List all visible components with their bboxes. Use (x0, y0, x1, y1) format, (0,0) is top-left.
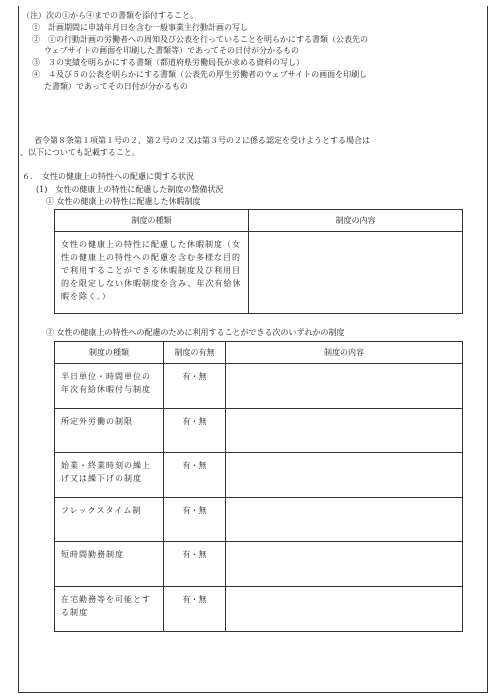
table-header-system-content: 制度の内容 (226, 342, 463, 364)
availability-choice[interactable]: 有・無 (182, 550, 207, 559)
availability-choice[interactable]: 有・無 (182, 417, 207, 426)
note-item: ④ ４及び５の公表を明らかにする書類（公表先の厚生労働者のウェブサイトの画面を印刷し (32, 70, 368, 79)
table-header-system-type: 制度の種類 (55, 210, 249, 232)
table-row (55, 453, 463, 498)
table-cell-system-type (55, 587, 164, 632)
system-name: 所定外労働の制限 (61, 417, 133, 426)
table-cell-system-type (55, 232, 249, 314)
table-cell-system-type (55, 364, 164, 409)
table-row (55, 498, 463, 542)
paragraph-line: 省令第８条第１項第１号の２、第２号の２又は第３号の２に係る認定を受けようとする場合は (34, 136, 370, 145)
availability-choice[interactable]: 有・無 (182, 372, 207, 381)
table-cell-availability (164, 409, 226, 453)
table-cell-availability (164, 587, 226, 632)
table-cell-availability (164, 453, 226, 498)
system-name: フレックスタイム制 (61, 506, 142, 515)
table-row (55, 542, 463, 587)
system-name: 半日単位・時間単位の年次有給休暇付与制度 (61, 372, 151, 394)
table-row (55, 364, 463, 409)
table-cell-system-content[interactable] (226, 453, 463, 498)
table-cell-availability (164, 364, 226, 409)
table-cell-system-content[interactable] (226, 587, 463, 632)
table-cell-system-content[interactable] (226, 542, 463, 587)
section-title: ６． 女性の健康上の特性への配慮に関する状況 (22, 172, 194, 181)
subsection-item-title: ① 女性の健康上の特性に配慮した休暇制度 (46, 197, 201, 206)
system-name: 在宅勤務等を可能とする制度 (61, 595, 151, 617)
table-header-system-content: 制度の内容 (249, 210, 463, 232)
note-item-continued: た書類）であってその日付が分かるもの (44, 82, 188, 91)
subsection-title: (1) 女性の健康上の特性に配慮した制度の整備状況 (36, 185, 224, 194)
availability-choice[interactable]: 有・無 (182, 595, 207, 604)
paragraph-line: 、以下についても記載すること。 (20, 148, 140, 157)
table-cell-system-type (55, 498, 164, 542)
note-item: ③ ３の実績を明らかにする書類（都道府県労働局長が求める資料の写し） (32, 58, 304, 67)
system-name: 始業・終業時刻の繰上げ又は繰下げの制度 (61, 461, 151, 483)
notes-header: （注）次の①から④までの書類を添付すること。 (22, 11, 198, 20)
table-cell-system-content[interactable] (249, 232, 463, 314)
table-header-system-type: 制度の種類 (55, 342, 164, 364)
table-cell-system-content[interactable] (226, 409, 463, 453)
table-cell-system-type (55, 453, 164, 498)
table-cell-availability (164, 542, 226, 587)
table-cell-system-type (55, 542, 164, 587)
table-cell-system-content[interactable] (226, 498, 463, 542)
note-item: ② ①の行動計画の労働者への周知及び公表を行っていることを明らかにする書類（公表先の (32, 35, 368, 44)
note-item-continued: ウェブサイトの画面を印刷した書類等）であってその日付が分かるもの (44, 46, 300, 55)
health-system-table (54, 341, 463, 632)
subsection-item-title: ② 女性の健康上の特性への配慮のために利用することができる次のいずれかの制度 (46, 328, 345, 337)
table-row (55, 409, 463, 453)
table-cell-system-type (55, 409, 164, 453)
leave-system-table (54, 209, 463, 314)
table-cell-system-content[interactable] (226, 364, 463, 409)
system-name: 短時間勤務制度 (61, 550, 124, 559)
leave-system-description: 女性の健康上の特性に配慮した休暇制度（女性の健康上の特性への配慮を含む多様な目的で利用することができる休暇制度及び利用目的を限定しない休暇制度を含み、年次有給休暇を除く。） (61, 240, 242, 301)
note-item: ① 計画期間に申請年月日を含む一般事業主行動計画の写し (32, 23, 248, 32)
table-row (55, 587, 463, 632)
table-header-system-availability: 制度の有無 (164, 342, 226, 364)
availability-choice[interactable]: 有・無 (182, 461, 207, 470)
availability-choice[interactable]: 有・無 (182, 506, 207, 515)
table-cell-availability (164, 498, 226, 542)
